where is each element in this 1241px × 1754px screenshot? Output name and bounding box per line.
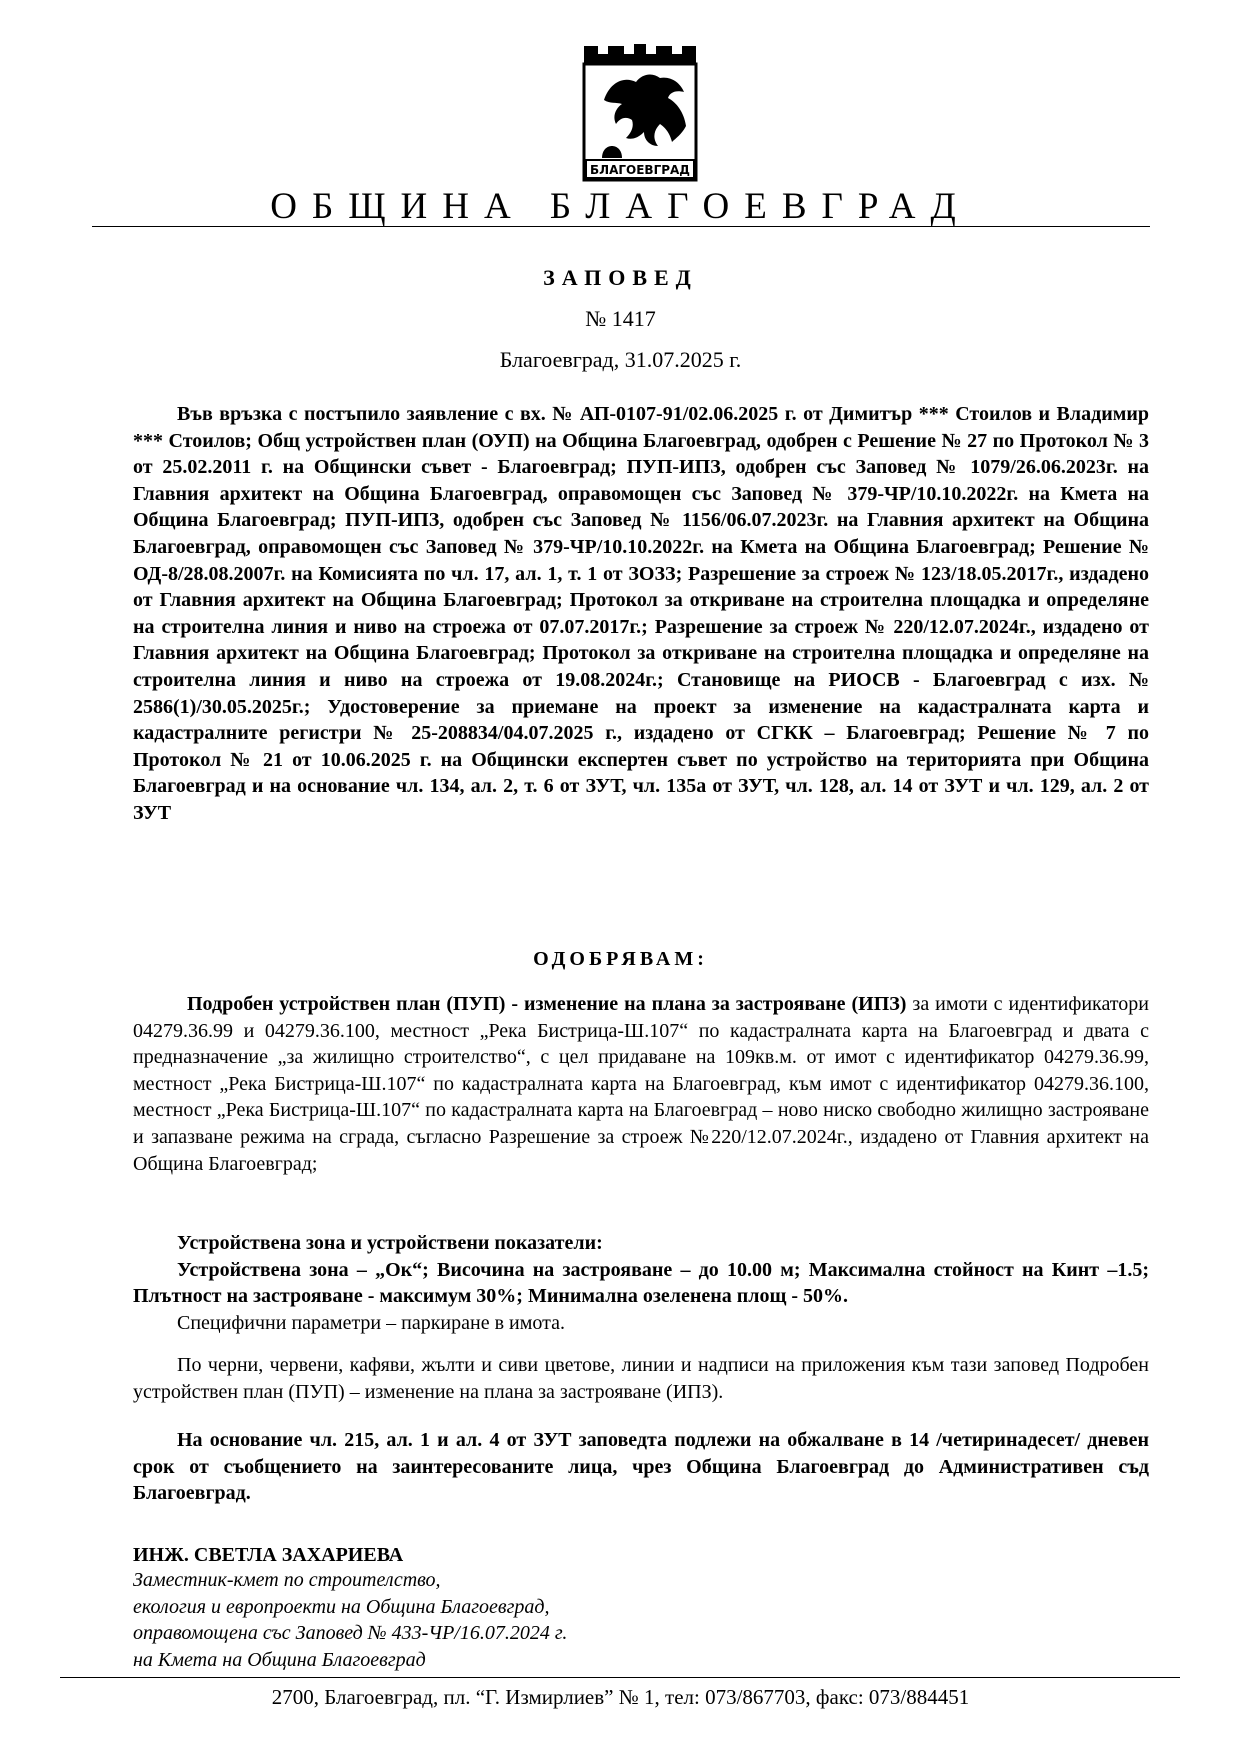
zone-section bbox=[133, 1230, 1149, 1336]
footer-divider bbox=[60, 1677, 1180, 1678]
intro-text: Във връзка с постъпило заявление с вх. № АП-0107-91/02.06.2025 г. от Димитър *** Стоилов и Владимир *** Стоилов; Общ устройствен план (ОУП) на Община Благоевград, одобрен с Решение № 27 по Протокол № 3 от 25.02.2011 г. на Общински съвет - Благоевград; ПУП-ИПЗ, одобрен със Заповед № 1079/26.06.2023г. на Главния архитект на Община Благоевград, оправомощен със Заповед № 379-ЧР/10.10.2022г. на Кмета на Община Благоевград; ПУП-ИПЗ, одобрен със Заповед № 1156/06.07.2023г. на Главния архитект на Община Благоевград, оправомощен със Заповед № 379-ЧР/10.10.2022г. на Кмета на Община Благоевград; Решение № ОД-8/28.08.2007г. на Комисията по чл. 17, ал. 1, т. 1 от ЗОЗЗ; Разрешение за строеж № 123/18.05.2017г., издадено от Главния архитект на Община Благоевград; Протокол за откриване на строителна площадка и определяне на строителна линия и ниво на строежа от 07.07.2017г.; Разрешение за строеж № 220/12.07.2024г., издадено от Главния архитект на Община Благоевград; Протокол за откриване на строителна площадка и определяне на строителна линия и ниво на строежа от 19.08.2024г.; Становище на РИОСВ - Благоевград с изх. № 2586(1)/30.05.2025г.; Удостоверение за приемане на проект за изменение на кадастралната карта и кадастралните регистри № 25-208834/04.07.2025 г., издадено от СГКК – Благоевград; Решение № 7 по Протокол № 21 от 10.06.2025 г. на Общински експертен съвет по устройство на територията при Община Благоевград и на основание чл. 134, ал. 2, т. 6 от ЗУТ, чл. 135а от ЗУТ, чл. 128, ал. 14 от ЗУТ и чл. 129, ал. 2 от ЗУТ bbox=[133, 403, 1149, 824]
footer-contact: 2700, Благоевград, пл. “Г. Измирлиев” № 1, тел: 073/867703, факс: 073/884451 bbox=[271, 1685, 970, 1709]
zone-heading: Устройствена зона и устройствени показатели: bbox=[177, 1232, 603, 1254]
order-place-date: Благоевград, 31.07.2025 г. bbox=[499, 347, 742, 372]
zone-specific: Специфични параметри – паркиране в имота. bbox=[177, 1311, 565, 1334]
intro-paragraph bbox=[133, 401, 1149, 827]
signer-name: ИНЖ. СВЕТЛА ЗАХАРИЕВА bbox=[133, 1544, 404, 1566]
signer-position bbox=[133, 1567, 1033, 1673]
appeal-paragraph: На основание чл. 215, ал. 1 и ал. 4 от ЗУТ заповедта подлежи на обжалване в 14 /четиринадесет/ дневен срок от съобщението на заинтересованите лица, чрез Община Благоевград до Административен съд Благоевград. bbox=[133, 1429, 1149, 1505]
municipality-title: ОБЩИНА БЛАГОЕВГРАД bbox=[270, 186, 971, 227]
signer-position-line: екология и европроекти на Община Благоевград, bbox=[133, 1595, 550, 1618]
order-title: ЗАПОВЕД bbox=[543, 265, 698, 290]
pup-paragraph bbox=[133, 991, 1149, 1177]
order-number: № 1417 bbox=[585, 306, 656, 331]
crest-text: БЛАГОЕВГРАД bbox=[589, 163, 691, 177]
blagoevgrad-coat-of-arms-icon bbox=[580, 42, 700, 182]
signer-position-line: Заместник-кмет по строителство, bbox=[133, 1569, 441, 1591]
signer-position-line: оправомощена със Заповед № 433-ЧР/16.07.2024 г. bbox=[133, 1622, 568, 1645]
pup-lead: Подробен устройствен план (ПУП) - изменение на плана за застрояване (ИПЗ) bbox=[187, 993, 907, 1015]
header-divider bbox=[92, 226, 1150, 227]
approve-heading: ОДОБРЯВАМ: bbox=[533, 948, 708, 970]
zone-params: Устройствена зона – „Ок“; Височина на застрояване – до 10.00 м; Максимална стойност на Кинт –1.5; Плътност на застрояване - максимум 30%; Минимална озеленена площ - 50%. bbox=[133, 1258, 1149, 1308]
pup-text: за имоти с идентификатори 04279.36.99 и 04279.36.100, местност „Река Бистрица-Ш.107“ по кадастралната карта на Благоевград и двата с предназначение „за жилищно строителство“, с цел придаване на 109кв.м. от имот с идентификатор 04279.36.99, местност „Река Бистрица-Ш.107“ по кадастралната карта на Благоевград, към имот с идентификатор 04279.36.100, местност „Река Бистрица-Ш.107“ по кадастралната карта на Благоевград – ново ниско свободно жилищно застрояване и запазване режима на сграда, съгласно Разрешение за строеж №220/12.07.2024г., издадено от Главния архитект на Община Благоевград; bbox=[133, 993, 1149, 1175]
colors-note: По черни, червени, кафяви, жълти и сиви цветове, линии и надписи на приложения към тази заповед Подробен устройствен план (ПУП) – изменение на плана за застрояване (ИПЗ). bbox=[133, 1354, 1149, 1403]
signer-position-line: на Кмета на Община Благоевград bbox=[133, 1648, 426, 1671]
